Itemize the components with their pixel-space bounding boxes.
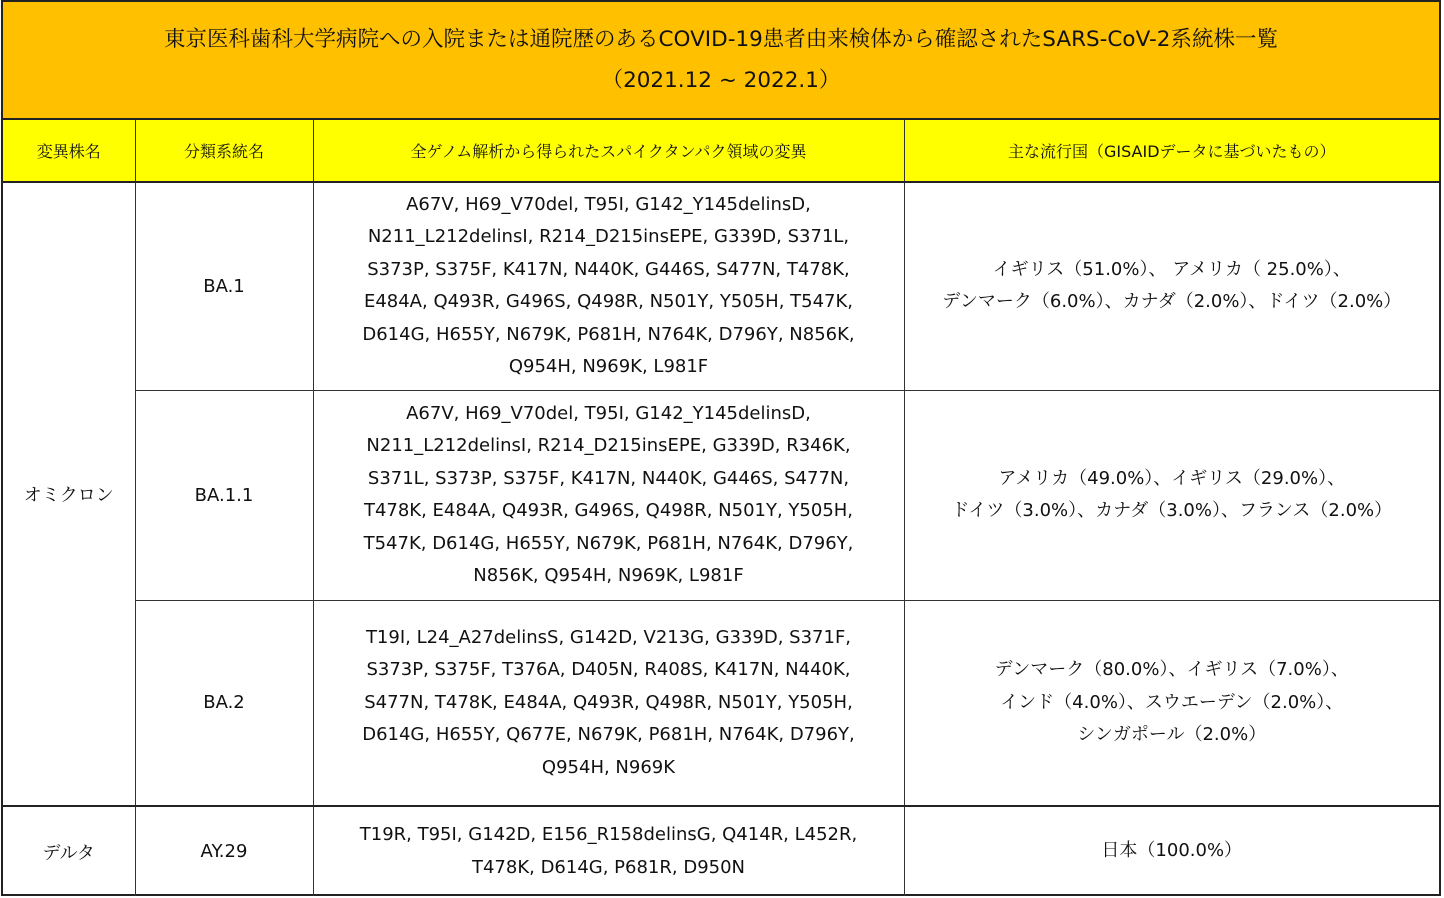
mutations-cell [313,390,904,600]
mutation-line: T478K, D614G, P681R, D950N [471,856,746,878]
mutation-line: N211_L212delinsI, R214_D215insEPE, G339D, S371L, [367,226,850,248]
country-line: ドイツ（3.0%）、カナダ（3.0%）、フランス（2.0%） [951,500,1393,521]
header-row [3,120,1439,182]
table-row [3,390,1439,600]
mutations-cell [313,600,904,806]
mutation-line: D614G, H655Y, N679K, P681H, N764K, D796Y, N856K, [362,323,855,345]
mutation-line: N211_L212delinsI, R214_D215insEPE, G339D, R346K, [366,435,851,456]
mutation-line: T19I, L24_A27delinsS, G142D, V213G, G339D, S371F, [365,626,852,648]
mutation-line: S371L, S373P, S375F, K417N, N440K, G446S, S477N, [367,467,850,489]
table-row [3,182,1439,390]
lineage-table-sheet [1,0,1441,896]
mutations-cell [313,182,904,390]
mutation-line: T19R, T95I, G142D, E156_R158delinsG, Q414R, L452R, [359,824,858,845]
country-line: インド（4.0%）、スウエーデン（2.0%）、 [1000,691,1344,713]
country-line: アメリカ（49.0%）、イギリス（29.0%）、 [998,467,1346,489]
mutation-line: A67V, H69_V70del, T95I, G142_Y145delinsD, [406,193,811,215]
mutation-line: Q954H, N969K, L981F [508,356,709,378]
table-row [3,806,1439,896]
countries-cell [904,806,1439,896]
mutation-line: S477N, T478K, E484A, Q493R, Q498R, N501Y, Y505H, [364,691,853,713]
country-line: デンマーク（80.0%）、イギリス（7.0%）、 [994,659,1349,680]
lineage-cell: AY.29 [135,806,313,896]
mutation-line: D614G, H655Y, Q677E, N679K, P681H, N764K, D796Y, [362,724,855,745]
lineage-cell: BA.1.1 [135,390,313,600]
header-variant: 変異株名 [3,120,135,182]
mutations-cell [313,806,904,896]
mutation-line: Q954H, N969K [541,756,676,778]
countries-cell [904,182,1439,390]
lineage-table [3,120,1439,896]
countries-cell [904,600,1439,806]
country-line: デンマーク（6.0%）、カナダ（2.0%）、ドイツ（2.0%） [942,291,1402,313]
mutation-line: A67V, H69_V70del, T95I, G142_Y145delinsD, [406,402,811,424]
country-line: イギリス（51.0%）、 アメリカ（ 25.0%）、 [992,258,1351,280]
mutation-line: T478K, E484A, Q493R, G496S, Q498R, N501Y, Y505H, [363,500,854,521]
mutation-line: T547K, D614G, H655Y, N679K, P681H, N764K, D796Y, [363,532,854,554]
countries-cell [904,390,1439,600]
lineage-cell: BA.1 [135,182,313,390]
mutation-line: S373P, S375F, T376A, D405N, R408S, K417N, N440K, [366,659,851,680]
title-line-2: （2021.12 ~ 2022.1） [601,68,841,93]
header-mutations: 全ゲノム解析から得られたスパイクタンパク領域の変異 [313,120,904,182]
lineage-cell: BA.2 [135,600,313,806]
header-countries: 主な流行国（GISAIDデータに基づいたもの） [904,120,1439,182]
title-line-1: 東京医科歯科大学病院への入院または通院歴のあるCOVID-19患者由来検体から確認されたSARS-CoV-2系統株一覧 [164,27,1278,52]
header-lineage: 分類系統名 [135,120,313,182]
variant-cell-omicron: オミクロン [3,182,135,806]
mutation-line: S373P, S375F, K417N, N440K, G446S, S477N, T478K, [367,258,850,280]
country-line: シンガポール（2.0%） [1077,724,1267,745]
variant-cell-delta: デルタ [3,806,135,896]
table-row [3,600,1439,806]
country-line: 日本（100.0%） [1101,840,1243,862]
mutation-line: N856K, Q954H, N969K, L981F [473,565,744,586]
title-banner [3,2,1439,120]
mutation-line: E484A, Q493R, G496S, Q498R, N501Y, Y505H, T547K, [363,291,854,313]
